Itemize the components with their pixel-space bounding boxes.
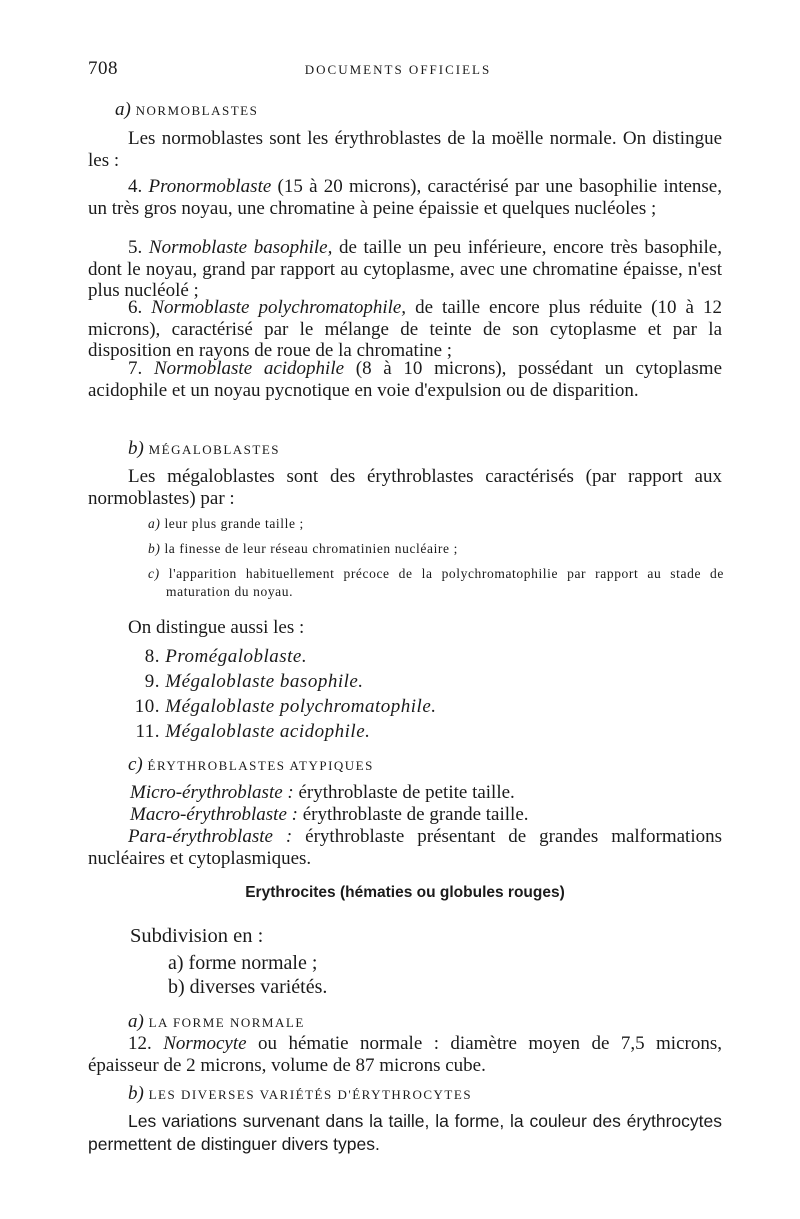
criterion-item: c) l'apparition habituellement précoce de la polychromatophilie par rapport au stade de maturation du noyau. (148, 566, 724, 599)
atypiques-heading: c) ÉRYTHROBLASTES ATYPIQUES (128, 754, 374, 775)
page-header (88, 58, 708, 82)
running-head: DOCUMENTS OFFICIELS (304, 62, 492, 77)
normocyte-text: 12. Normocyte ou hématie normale : diamètre moyen de 7,5 microns, épaisseur de 2 microns, volume de 87 microns cube. (88, 1033, 722, 1076)
list-item: 5. Normoblaste basophile, de taille un peu inférieure, encore très basophile, dont le noyau, grand par rapport au cytoplasme, avec une chromatine épaisse, n'est plus nucléolé ; (88, 237, 722, 301)
criterion-item: b) la finesse de leur réseau chromatinien nucléaire ; (148, 541, 458, 556)
varietes-text: Les variations survenant dans la taille, la forme, la couleur des érythrocytes permettent de distinguer divers types. (88, 1111, 722, 1154)
list-item: 10. Mégaloblaste polychromatophile. (134, 696, 437, 717)
list-item: 7. Normoblaste acidophile (8 à 10 microns), possédant un cytoplasme acidophile et un noyau pycnotique en voie d'expulsion ou de disparition. (88, 358, 723, 401)
distingue-aussi: On distingue aussi les : (128, 617, 305, 638)
list-item: 9. Mégaloblaste basophile. (144, 671, 364, 692)
normoblastes-intro: Les normoblastes sont les érythroblastes de la moëlle normale. On distingue les : (88, 128, 722, 171)
section-title: Erythrocites (hématies ou globules rouges) (245, 884, 565, 901)
subdivision-label: Subdivision en : (130, 925, 264, 947)
list-item: 11. Mégaloblaste acidophile. (135, 721, 371, 742)
megaloblastes-intro: Les mégaloblastes sont des érythroblastes caractérisés (par rapport aux normoblastes) par : (88, 466, 722, 509)
option-item: a) forme normale ; (168, 952, 318, 974)
list-item: 8. Promégaloblaste. (144, 646, 308, 667)
list-item: Para-érythroblaste : érythroblaste présentant de grandes malformations nucléaires et cytoplasmiques. (88, 826, 722, 869)
list-item: Micro-érythroblaste : érythroblaste de petite taille. (130, 782, 515, 803)
page-number: 708 (88, 58, 118, 79)
list-item: 4. Pronormoblaste (15 à 20 microns), caractérisé par une basophilie intense, un très gros noyau, une chromatine à peine épaissie et quelques nucléoles ; (88, 176, 722, 219)
list-item: 6. Normoblaste polychromatophile, de taille encore plus réduite (10 à 12 microns), caractérisé par le mélange de teinte de son cytoplasme et par la disposition en rayons de roue de la chromatine ; (88, 297, 723, 361)
megaloblastes-heading: b) MÉGALOBLASTES (128, 438, 281, 459)
normoblastes-heading: a) NORMOBLASTES (115, 99, 259, 120)
megaloblast-list (132, 644, 582, 744)
varietes-heading: b) LES DIVERSES VARIÉTÉS D'ÉRYTHROCYTES (128, 1083, 473, 1104)
criterion-item: a) leur plus grande taille ; (148, 516, 304, 531)
option-item: b) diverses variétés. (168, 976, 328, 998)
forme-normale-heading: a) LA FORME NORMALE (128, 1011, 305, 1032)
list-item: Macro-érythroblaste : érythroblaste de grande taille. (130, 804, 529, 825)
